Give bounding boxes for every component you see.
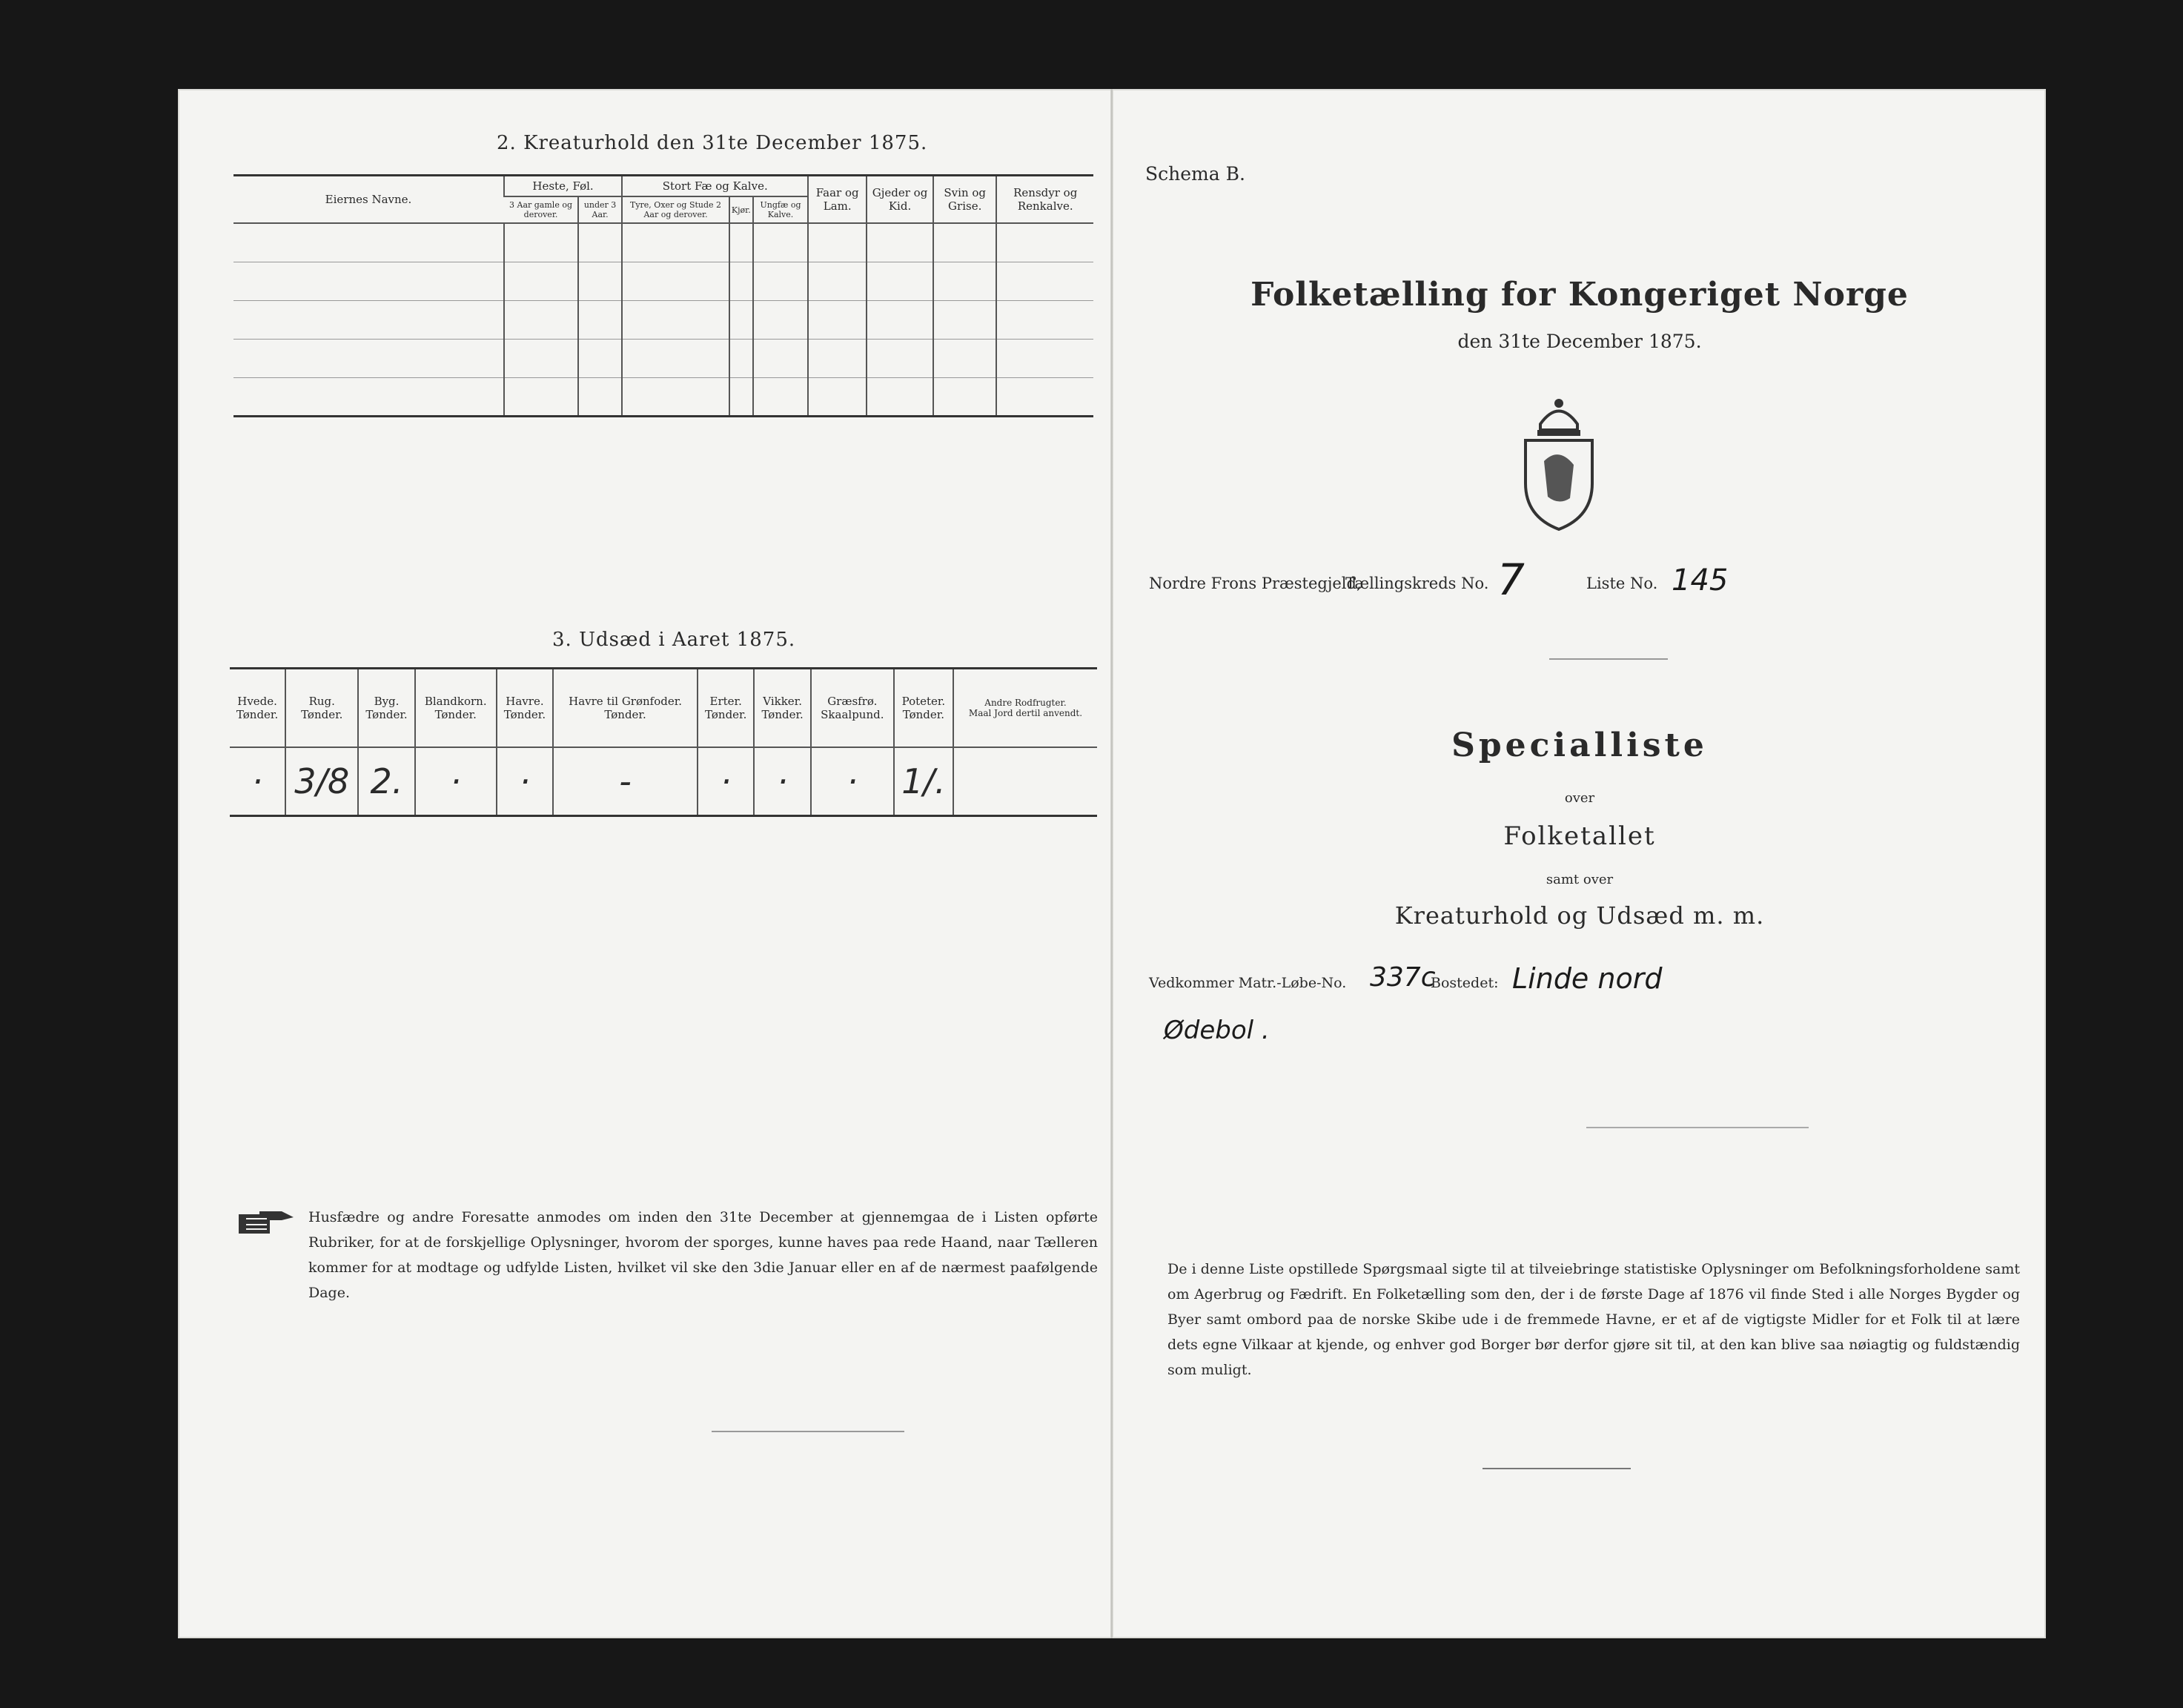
seed-value-graesfro: · [811,747,894,816]
bosted-value: Linde nord [1512,962,1663,995]
census-date: den 31te December 1875. [1457,331,1702,352]
seed-value-gronfoder: - [553,747,698,816]
seed-value-hvede: · [230,747,285,816]
goats-col-header: Gjeder og Kid. [867,176,933,224]
seed-header-erter: Erter. Tønder. [698,669,754,748]
sheep-col-header: Faar og Lam. [808,176,867,224]
horses-old-header: 3 Aar gamle og derover. [504,196,578,223]
seed-value-rug: 3/8 [285,747,358,816]
district-label: Tællingskreds No. [1345,575,1489,592]
table-row [233,339,1093,377]
seed-value-erter: · [698,747,754,816]
table-row [233,262,1093,300]
seed-value-havre: · [497,747,553,816]
samt-over-text: samt over [1546,872,1614,887]
district-value: 7 [1497,555,1525,605]
bulls-header: Tyre, Oxer og Stude 2 Aar og derover. [622,196,729,223]
seed-header-vikker: Vikker. Tønder. [754,669,810,748]
special-list-title: Specialliste [1451,726,1708,764]
seed-header-poteter: Poteter. Tønder. [894,669,953,748]
seed-value-poteter: 1/. [894,747,953,816]
seed-header-blandkorn: Blandkorn. Tønder. [415,669,497,748]
owner-col-header: Eiernes Navne. [233,176,504,224]
divider [1549,658,1668,660]
matr-label: Vedkommer Matr.-Løbe-No. [1149,975,1347,991]
seed-header-gronfoder: Havre til Grønfoder. Tønder. [553,669,698,748]
table-row [230,747,1097,816]
over-text: over [1564,790,1595,806]
calves-header: Ungfæ og Kalve. [753,196,809,223]
seed-header-byg: Byg. Tønder. [358,669,414,748]
seed-value-byg: 2. [358,747,414,816]
seed-header-rug: Rug. Tønder. [285,669,358,748]
seed-header-graesfro: Græsfrø. Skaalpund. [811,669,894,748]
pigs-col-header: Svin og Grise. [933,176,997,224]
divider [1586,1127,1809,1128]
seed-heading: 3. Udsæd i Aaret 1875. [552,629,796,651]
divider [712,1431,904,1432]
table-row [233,223,1093,262]
subtitle-text: Kreaturhold og Udsæd m. m. [1394,901,1765,930]
divider [1483,1468,1631,1469]
coat-of-arms-icon [1518,394,1600,535]
census-sheet [178,89,2046,1638]
horses-group-header: Heste, Føl. [504,176,622,197]
seed-table [230,667,1097,817]
seed-header-havre: Havre. Tønder. [497,669,553,748]
parish-label: Nordre Frons Præstegjeld, [1149,575,1362,592]
closing-text: De i denne Liste opstillede Spørgsmaal sigte til at tilveiebringe statistiske Oplysninger om Befolkningsforholdene samt om Agerbrug og Fædrift. En Folketælling som den, der i de første Dage af 1876 vil finde Sted i alle Norges Bygder og Byer samt ombord paa de norske Skibe ude i de fremmede Havne, er et af de vigtigste Midler for et Folk til at lære dets egne Vilkaar at kjende, og enhver god Borger bør derfor gjøre sit til, at den kan blive saa nøiagtig og fuldstændig som muligt. [1167,1261,2020,1378]
page-fold [1110,89,1113,1638]
bosted-value-line2: Ødebol . [1164,1016,1270,1045]
seed-value-rodfrugter [953,747,1097,816]
list-label: Liste No. [1586,575,1658,592]
pointing-hand-icon [237,1208,295,1238]
schema-label: Schema B. [1145,163,1245,185]
notice-text: Husfædre og andre Foresatte anmodes om inden den 31te December at gjennemgaa de i Listen opførte Rubriker, for at de forskjellige Oplysninger, hvorom der sporges, kunne haves paa rede Haand, naar Tælleren kommer for at modtage og udfylde Listen, hvilket vil ske den 3die Januar eller en af de nærmest paafølgende Dage. [308,1209,1098,1301]
livestock-table [233,174,1093,417]
folketallet-text: Folketallet [1503,821,1656,851]
bosted-label: Bostedet: [1431,975,1499,991]
page-title: Folketælling for Kongeriget Norge [1250,276,1909,314]
seed-value-vikker: · [754,747,810,816]
table-row [233,300,1093,339]
list-value: 145 [1672,563,1729,598]
seed-header-hvede: Hvede. Tønder. [230,669,285,748]
horses-young-header: under 3 Aar. [578,196,622,223]
seed-header-rodfrugter: Andre Rodfrugter. Maal Jord dertil anvendt. [953,669,1097,748]
livestock-heading: 2. Kreaturhold den 31te December 1875. [497,132,928,154]
cows-header: Kjør. [729,196,753,223]
table-row [233,377,1093,416]
cattle-group-header: Stort Fæ og Kalve. [622,176,808,197]
seed-value-blandkorn: · [415,747,497,816]
matr-value: 337c [1370,962,1436,993]
reindeer-col-header: Rensdyr og Renkalve. [996,176,1093,224]
